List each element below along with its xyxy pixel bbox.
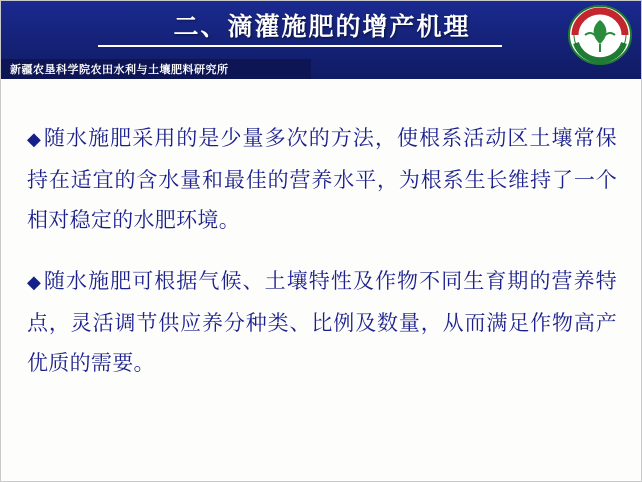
title-underline bbox=[98, 45, 502, 47]
bullet-marker-icon: ◆ bbox=[27, 129, 42, 150]
bullet-paragraph-2 bbox=[27, 261, 617, 383]
bullet-marker-icon: ◆ bbox=[27, 272, 42, 293]
slide-body bbox=[1, 79, 642, 482]
bullet-text-2: 随水施肥可根据气候、土壤特性及作物不同生育期的营养特点，灵活调节供应养分种类、比例及数量，从而满足作物高产优质的需要。 bbox=[27, 269, 617, 375]
organization-name: 新疆农垦科学院农田水利与土壤肥料研究所 bbox=[10, 63, 229, 76]
bullet-paragraph-1 bbox=[27, 118, 617, 240]
page-title: 二、滴灌施肥的增产机理 bbox=[173, 12, 471, 41]
academy-emblem-logo bbox=[567, 4, 633, 66]
bullet-text-1: 随水施肥采用的是少量多次的方法，使根系活动区土壤常保持在适宜的含水量和最佳的营养水平，为根系生长维持了一个相对稳定的水肥环境。 bbox=[27, 126, 617, 232]
organization-bar bbox=[1, 59, 311, 79]
slide-header-band bbox=[1, 1, 642, 79]
